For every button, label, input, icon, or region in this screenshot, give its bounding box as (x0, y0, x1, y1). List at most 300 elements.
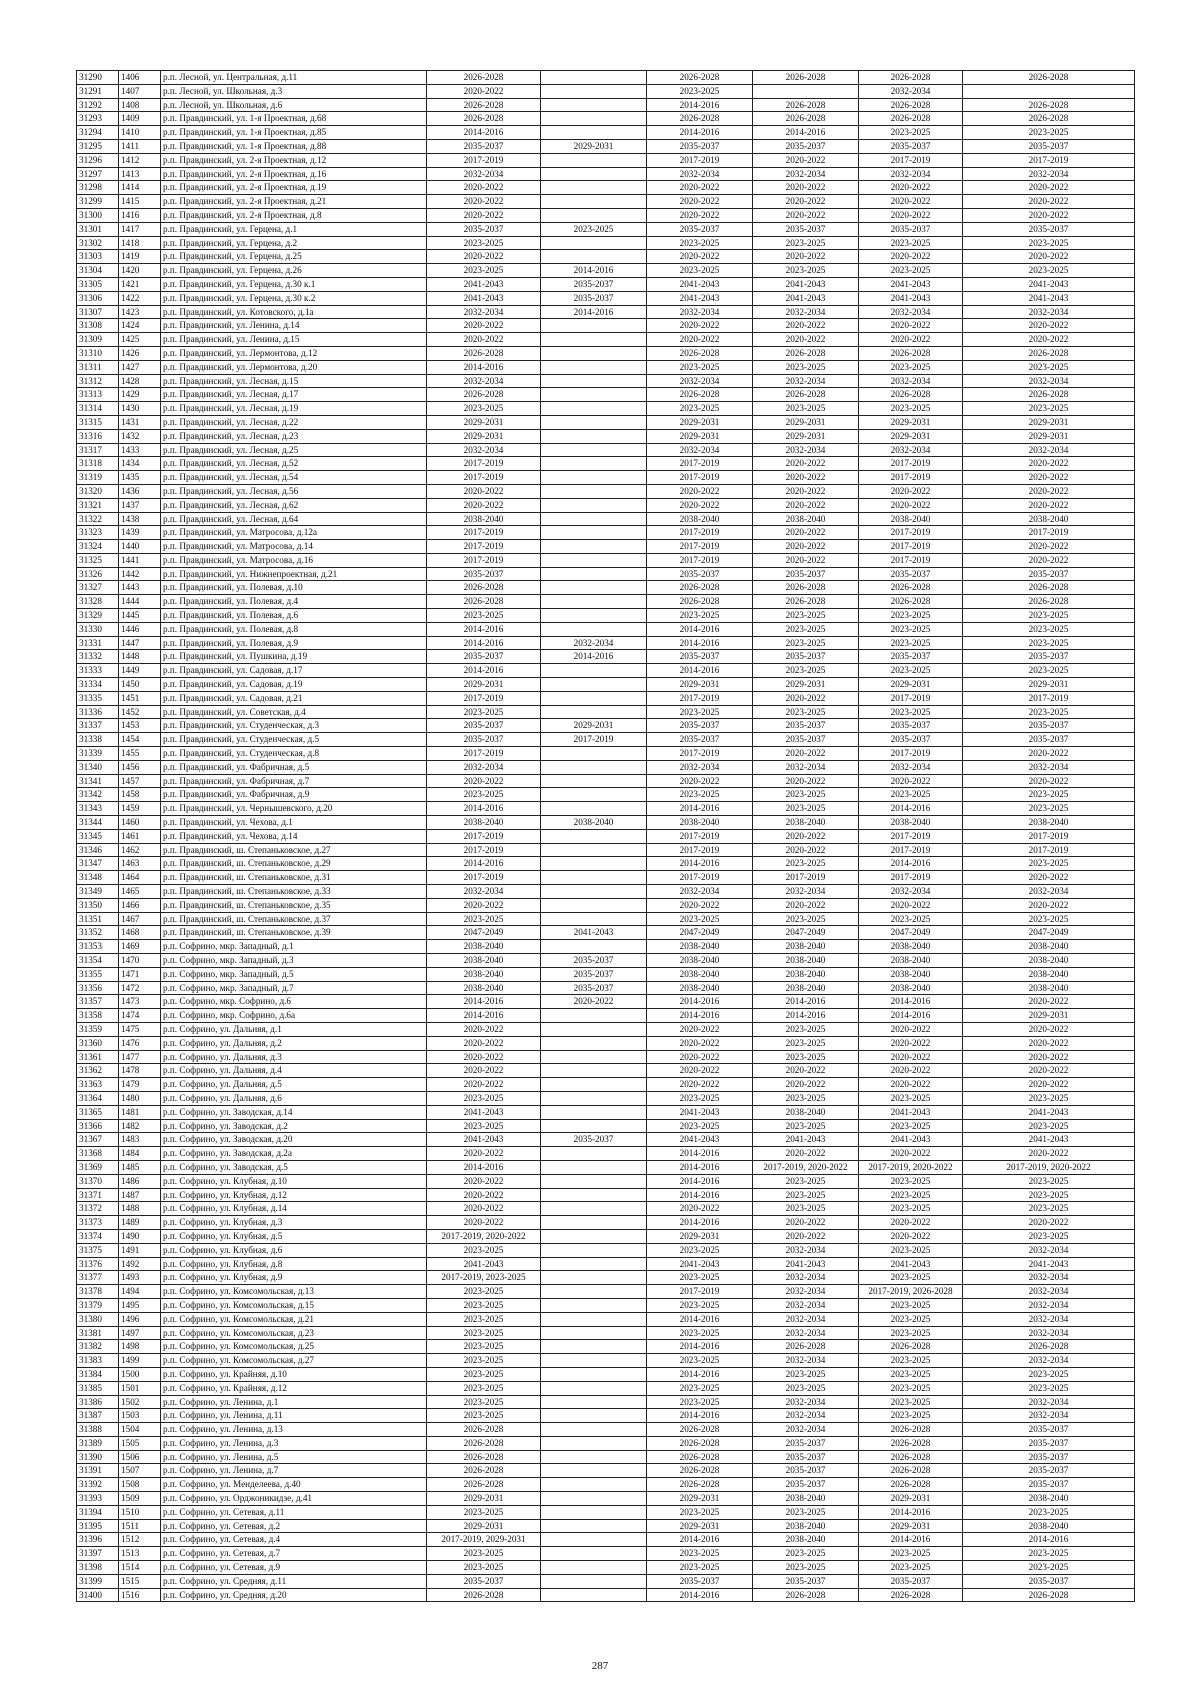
period-cell: 2032-2034 (427, 305, 541, 319)
period-cell (541, 885, 647, 899)
address-cell: р.п. Софрино, ул. Клубная, д.9 (161, 1271, 427, 1285)
table-row (77, 71, 1135, 85)
period-cell: 2026-2028 (753, 1340, 859, 1354)
period-cell: 2023-2025 (647, 1326, 753, 1340)
period-cell: 2026-2028 (859, 1588, 963, 1602)
item-number-cell: 1505 (119, 1436, 161, 1450)
item-number-cell: 1415 (119, 195, 161, 209)
row-number-cell: 31372 (77, 1202, 119, 1216)
table-row (77, 1271, 1135, 1285)
period-cell: 2038-2040 (753, 816, 859, 830)
period-cell: 2023-2025 (963, 402, 1135, 416)
row-number-cell: 31362 (77, 1064, 119, 1078)
row-number-cell: 31387 (77, 1409, 119, 1423)
period-cell: 2020-2022 (963, 319, 1135, 333)
period-cell: 2023-2025 (963, 1174, 1135, 1188)
period-cell (541, 664, 647, 678)
period-cell: 2029-2031 (753, 415, 859, 429)
item-number-cell: 1496 (119, 1312, 161, 1326)
period-cell: 2038-2040 (753, 512, 859, 526)
period-cell: 2026-2028 (859, 1464, 963, 1478)
period-cell (541, 1367, 647, 1381)
period-cell: 2020-2022 (963, 1036, 1135, 1050)
period-cell: 2020-2022 (963, 1078, 1135, 1092)
period-cell: 2032-2034 (753, 1285, 859, 1299)
table-row (77, 526, 1135, 540)
period-cell: 2020-2022 (859, 1147, 963, 1161)
period-cell: 2023-2025 (963, 236, 1135, 250)
period-cell: 2023-2025 (753, 1022, 859, 1036)
period-cell (541, 429, 647, 443)
table-row (77, 926, 1135, 940)
period-cell: 2038-2040 (753, 1519, 859, 1533)
row-number-cell: 31325 (77, 553, 119, 567)
period-cell: 2023-2025 (963, 1119, 1135, 1133)
table-row (77, 981, 1135, 995)
period-cell: 2023-2025 (859, 236, 963, 250)
address-cell: р.п. Правдинский, ул. Лесная, д.17 (161, 388, 427, 402)
address-cell: р.п. Правдинский, ул. Герцена, д.30 к.1 (161, 277, 427, 291)
period-cell (541, 195, 647, 209)
table-row (77, 733, 1135, 747)
table-row (77, 484, 1135, 498)
table-row (77, 1147, 1135, 1161)
table-row (77, 1340, 1135, 1354)
table-row (77, 374, 1135, 388)
period-cell: 2038-2040 (753, 967, 859, 981)
period-cell (541, 498, 647, 512)
table-row (77, 843, 1135, 857)
address-cell: р.п. Правдинский, ул. Герцена, д.25 (161, 250, 427, 264)
address-cell: р.п. Правдинский, ул. Нижнепроектная, д.21 (161, 567, 427, 581)
table-row (77, 553, 1135, 567)
period-cell: 2020-2022 (859, 333, 963, 347)
period-cell: 2029-2031 (963, 429, 1135, 443)
period-cell: 2041-2043 (963, 1257, 1135, 1271)
period-cell: 2047-2049 (963, 926, 1135, 940)
table-row (77, 816, 1135, 830)
row-number-cell: 31316 (77, 429, 119, 443)
period-cell: 2035-2037 (647, 733, 753, 747)
address-cell: р.п. Правдинский, ул. Лесная, д.25 (161, 443, 427, 457)
period-cell: 2020-2022 (859, 1022, 963, 1036)
period-cell: 2023-2025 (753, 402, 859, 416)
period-cell: 2032-2034 (963, 760, 1135, 774)
period-cell (541, 1409, 647, 1423)
address-cell: р.п. Правдинский, ул. Чернышевского, д.20 (161, 802, 427, 816)
period-cell: 2020-2022 (647, 319, 753, 333)
table-row (77, 1547, 1135, 1561)
period-cell: 2032-2034 (753, 1271, 859, 1285)
period-cell: 2032-2034 (753, 1326, 859, 1340)
period-cell: 2023-2025 (753, 802, 859, 816)
address-cell: р.п. Правдинский, ул. 1-я Проектная, д.68 (161, 112, 427, 126)
address-cell: р.п. Правдинский, ул. Лесная, д.64 (161, 512, 427, 526)
period-cell: 2038-2040 (753, 954, 859, 968)
address-cell: р.п. Софрино, ул. Ленина, д.5 (161, 1450, 427, 1464)
address-cell: р.п. Правдинский, ул. Пушкина, д.19 (161, 650, 427, 664)
period-cell: 2032-2034 (753, 760, 859, 774)
address-cell: р.п. Правдинский, ул. Лесная, д.56 (161, 484, 427, 498)
address-cell: р.п. Правдинский, ул. Лесная, д.23 (161, 429, 427, 443)
row-number-cell: 31385 (77, 1381, 119, 1395)
table-row (77, 912, 1135, 926)
table-row (77, 1436, 1135, 1450)
table-row (77, 1561, 1135, 1575)
address-cell: р.п. Софрино, ул. Орджоникидзе, д.41 (161, 1492, 427, 1506)
period-cell: 2020-2022 (859, 1229, 963, 1243)
table-row (77, 885, 1135, 899)
period-cell: 2014-2016 (859, 1533, 963, 1547)
row-number-cell: 31331 (77, 636, 119, 650)
period-cell (541, 1395, 647, 1409)
period-cell: 2023-2025 (647, 1354, 753, 1368)
period-cell: 2020-2022 (427, 195, 541, 209)
table-row (77, 967, 1135, 981)
period-cell: 2029-2031 (963, 1009, 1135, 1023)
period-cell: 2041-2043 (427, 1133, 541, 1147)
table-row (77, 1326, 1135, 1340)
address-cell: р.п. Правдинский, ул. Советская, д.4 (161, 705, 427, 719)
address-cell: р.п. Софрино, ул. Клубная, д.10 (161, 1174, 427, 1188)
item-number-cell: 1513 (119, 1547, 161, 1561)
period-cell: 2026-2028 (963, 71, 1135, 85)
period-cell: 2032-2034 (541, 636, 647, 650)
period-cell: 2020-2022 (963, 181, 1135, 195)
table-row (77, 457, 1135, 471)
period-cell: 2023-2025 (859, 1381, 963, 1395)
period-cell: 2029-2031 (859, 1519, 963, 1533)
address-cell: р.п. Правдинский, ул. 1-я Проектная, д.85 (161, 126, 427, 140)
period-cell: 2020-2022 (753, 1064, 859, 1078)
period-cell: 2032-2034 (963, 1312, 1135, 1326)
item-number-cell: 1459 (119, 802, 161, 816)
address-cell: р.п. Софрино, ул. Крайняя, д.10 (161, 1367, 427, 1381)
period-cell (541, 567, 647, 581)
table-row (77, 236, 1135, 250)
period-cell: 2035-2037 (753, 1574, 859, 1588)
address-cell: р.п. Софрино, ул. Средняя, д.20 (161, 1588, 427, 1602)
period-cell: 2032-2034 (963, 167, 1135, 181)
period-cell: 2014-2016 (647, 1367, 753, 1381)
period-cell: 2023-2025 (427, 1409, 541, 1423)
period-cell: 2026-2028 (647, 1478, 753, 1492)
period-cell: 2023-2025 (647, 1561, 753, 1575)
period-cell: 2026-2028 (647, 71, 753, 85)
table-row (77, 1105, 1135, 1119)
period-cell: 2014-2016 (647, 1188, 753, 1202)
address-cell: р.п. Правдинский, ш. Степаньковское, д.27 (161, 843, 427, 857)
period-cell: 2023-2025 (859, 1174, 963, 1188)
period-cell (541, 126, 647, 140)
period-cell: 2023-2025 (859, 1243, 963, 1257)
period-cell (541, 319, 647, 333)
row-number-cell: 31306 (77, 291, 119, 305)
period-cell: 2041-2043 (859, 1257, 963, 1271)
period-cell: 2041-2043 (753, 1133, 859, 1147)
period-cell: 2014-2016 (859, 802, 963, 816)
period-cell: 2035-2037 (753, 139, 859, 153)
table-row (77, 333, 1135, 347)
address-cell: р.п. Правдинский, ул. Полевая, д.8 (161, 622, 427, 636)
period-cell: 2035-2037 (647, 1574, 753, 1588)
period-cell: 2020-2022 (647, 208, 753, 222)
period-cell: 2014-2016 (647, 1147, 753, 1161)
period-cell (541, 443, 647, 457)
period-cell: 2032-2034 (859, 760, 963, 774)
period-cell: 2020-2022 (859, 484, 963, 498)
period-cell: 2020-2022 (427, 181, 541, 195)
table-row (77, 264, 1135, 278)
item-number-cell: 1434 (119, 457, 161, 471)
period-cell (541, 1381, 647, 1395)
period-cell: 2023-2025 (427, 912, 541, 926)
period-cell: 2020-2022 (753, 498, 859, 512)
item-number-cell: 1453 (119, 719, 161, 733)
row-number-cell: 31322 (77, 512, 119, 526)
table-row (77, 829, 1135, 843)
period-cell: 2023-2025 (753, 1367, 859, 1381)
period-cell (541, 1326, 647, 1340)
period-cell: 2020-2022 (647, 333, 753, 347)
table-row (77, 1133, 1135, 1147)
period-cell (541, 1547, 647, 1561)
address-cell: р.п. Софрино, ул. Комсомольская, д.15 (161, 1298, 427, 1312)
period-cell (541, 1216, 647, 1230)
item-number-cell: 1494 (119, 1285, 161, 1299)
row-number-cell: 31377 (77, 1271, 119, 1285)
address-cell: р.п. Софрино, ул. Дальняя, д.4 (161, 1064, 427, 1078)
row-number-cell: 31312 (77, 374, 119, 388)
table-row (77, 1298, 1135, 1312)
period-cell: 2032-2034 (963, 1285, 1135, 1299)
period-cell: 2023-2025 (963, 705, 1135, 719)
item-number-cell: 1501 (119, 1381, 161, 1395)
address-cell: р.п. Софрино, ул. Сетевая, д.2 (161, 1519, 427, 1533)
period-cell: 2035-2037 (859, 1574, 963, 1588)
period-cell (541, 1464, 647, 1478)
table-row (77, 1450, 1135, 1464)
period-cell: 2038-2040 (963, 967, 1135, 981)
address-cell: р.п. Софрино, ул. Сетевая, д.9 (161, 1561, 427, 1575)
row-number-cell: 31347 (77, 857, 119, 871)
period-cell: 2017-2019 (427, 526, 541, 540)
period-cell: 2026-2028 (753, 112, 859, 126)
period-cell: 2032-2034 (753, 374, 859, 388)
row-number-cell: 31332 (77, 650, 119, 664)
period-cell: 2026-2028 (963, 595, 1135, 609)
item-number-cell: 1507 (119, 1464, 161, 1478)
address-cell: р.п. Правдинский, ул. Полевая, д.10 (161, 581, 427, 595)
row-number-cell: 31355 (77, 967, 119, 981)
period-cell: 2023-2025 (753, 788, 859, 802)
period-cell: 2017-2019 (963, 829, 1135, 843)
item-number-cell: 1511 (119, 1519, 161, 1533)
item-number-cell: 1457 (119, 774, 161, 788)
period-cell: 2032-2034 (859, 374, 963, 388)
table-row (77, 1202, 1135, 1216)
item-number-cell: 1499 (119, 1354, 161, 1368)
period-cell: 2035-2037 (753, 650, 859, 664)
period-cell: 2029-2031 (647, 1519, 753, 1533)
period-cell: 2032-2034 (427, 167, 541, 181)
period-cell: 2020-2022 (753, 1229, 859, 1243)
item-number-cell: 1466 (119, 898, 161, 912)
period-cell: 2026-2028 (427, 346, 541, 360)
period-cell: 2023-2025 (963, 622, 1135, 636)
table-row (77, 609, 1135, 623)
table-row (77, 1381, 1135, 1395)
table-row (77, 84, 1135, 98)
period-cell: 2041-2043 (647, 1105, 753, 1119)
row-number-cell: 31357 (77, 995, 119, 1009)
period-cell: 2023-2025 (427, 1326, 541, 1340)
period-cell: 2020-2022 (427, 1202, 541, 1216)
period-cell: 2020-2022 (427, 484, 541, 498)
item-number-cell: 1410 (119, 126, 161, 140)
period-cell: 2017-2019, 2020-2022 (427, 1229, 541, 1243)
period-cell: 2026-2028 (859, 388, 963, 402)
item-number-cell: 1465 (119, 885, 161, 899)
table-row (77, 1367, 1135, 1381)
period-cell (541, 1436, 647, 1450)
period-cell: 2020-2022 (963, 540, 1135, 554)
period-cell: 2032-2034 (859, 305, 963, 319)
period-cell: 2020-2022 (753, 540, 859, 554)
item-number-cell: 1493 (119, 1271, 161, 1285)
period-cell: 2023-2025 (427, 1340, 541, 1354)
period-cell: 2020-2022 (753, 333, 859, 347)
period-cell: 2023-2025 (963, 1547, 1135, 1561)
address-cell: р.п. Правдинский, ул. 2-я Проектная, д.16 (161, 167, 427, 181)
address-cell: р.п. Правдинский, ул. Фабричная, д.5 (161, 760, 427, 774)
period-cell: 2017-2019, 2029-2031 (427, 1533, 541, 1547)
period-cell: 2023-2025 (753, 1119, 859, 1133)
address-cell: р.п. Правдинский, ул. Матросова, д.16 (161, 553, 427, 567)
address-cell: р.п. Софрино, ул. Клубная, д.8 (161, 1257, 427, 1271)
period-cell: 2020-2022 (647, 1078, 753, 1092)
period-cell: 2023-2025 (859, 1395, 963, 1409)
period-cell: 2020-2022 (647, 1064, 753, 1078)
row-number-cell: 31364 (77, 1091, 119, 1105)
period-cell: 2020-2022 (427, 1147, 541, 1161)
address-cell: р.п. Правдинский, ул. Матросова, д.14 (161, 540, 427, 554)
table-row (77, 622, 1135, 636)
period-cell: 2023-2025 (859, 1091, 963, 1105)
period-cell: 2020-2022 (963, 995, 1135, 1009)
table-row (77, 1229, 1135, 1243)
table-row (77, 1395, 1135, 1409)
row-number-cell: 31294 (77, 126, 119, 140)
period-cell: 2026-2028 (859, 1478, 963, 1492)
period-cell: 2017-2019 (647, 691, 753, 705)
item-number-cell: 1482 (119, 1119, 161, 1133)
period-cell: 2017-2019 (427, 540, 541, 554)
address-cell: р.п. Софрино, ул. Комсомольская, д.21 (161, 1312, 427, 1326)
period-cell: 2017-2019 (647, 471, 753, 485)
period-cell: 2038-2040 (963, 940, 1135, 954)
period-cell: 2020-2022 (963, 1147, 1135, 1161)
table-row (77, 664, 1135, 678)
period-cell: 2026-2028 (427, 388, 541, 402)
period-cell: 2035-2037 (647, 222, 753, 236)
row-number-cell: 31386 (77, 1395, 119, 1409)
row-number-cell: 31341 (77, 774, 119, 788)
period-cell (541, 581, 647, 595)
period-cell: 2032-2034 (647, 443, 753, 457)
period-cell: 2020-2022 (963, 195, 1135, 209)
period-cell: 2023-2025 (859, 1326, 963, 1340)
table-row (77, 1354, 1135, 1368)
period-cell (541, 553, 647, 567)
period-cell: 2020-2022 (859, 774, 963, 788)
period-cell: 2023-2025 (753, 1547, 859, 1561)
table-row (77, 1478, 1135, 1492)
row-number-cell: 31327 (77, 581, 119, 595)
period-cell: 2032-2034 (859, 443, 963, 457)
item-number-cell: 1428 (119, 374, 161, 388)
period-cell: 2035-2037 (859, 567, 963, 581)
address-cell: р.п. Правдинский, ул. Лесная, д.54 (161, 471, 427, 485)
row-number-cell: 31333 (77, 664, 119, 678)
period-cell: 2035-2037 (427, 733, 541, 747)
table-row (77, 705, 1135, 719)
address-cell: р.п. Правдинский, ул. Ленина, д.15 (161, 333, 427, 347)
item-number-cell: 1409 (119, 112, 161, 126)
period-cell: 2026-2028 (859, 71, 963, 85)
period-cell: 2047-2049 (859, 926, 963, 940)
period-cell: 2020-2022 (963, 1216, 1135, 1230)
period-cell (541, 374, 647, 388)
table-row (77, 760, 1135, 774)
address-cell: р.п. Лесной, ул. Центральная, д.11 (161, 71, 427, 85)
period-cell: 2023-2025 (859, 1202, 963, 1216)
period-cell: 2032-2034 (753, 1243, 859, 1257)
period-cell: 2023-2025 (753, 1174, 859, 1188)
row-number-cell: 31342 (77, 788, 119, 802)
period-cell: 2017-2019 (427, 153, 541, 167)
row-number-cell: 31324 (77, 540, 119, 554)
period-cell: 2026-2028 (647, 346, 753, 360)
address-cell: р.п. Софрино, ул. Комсомольская, д.13 (161, 1285, 427, 1299)
table-row (77, 595, 1135, 609)
address-cell: р.п. Правдинский, ш. Степаньковское, д.35 (161, 898, 427, 912)
period-cell: 2029-2031 (647, 415, 753, 429)
row-number-cell: 31375 (77, 1243, 119, 1257)
period-cell: 2023-2025 (859, 1547, 963, 1561)
row-number-cell: 31310 (77, 346, 119, 360)
period-cell: 2023-2025 (753, 912, 859, 926)
period-cell (541, 84, 647, 98)
period-cell: 2014-2016 (647, 1216, 753, 1230)
period-cell: 2029-2031 (963, 678, 1135, 692)
period-cell: 2023-2025 (963, 126, 1135, 140)
period-cell: 2023-2025 (859, 912, 963, 926)
address-cell: р.п. Софрино, ул. Дальняя, д.5 (161, 1078, 427, 1092)
item-number-cell: 1446 (119, 622, 161, 636)
table-row (77, 112, 1135, 126)
period-cell: 2017-2019 (647, 871, 753, 885)
period-cell: 2017-2019 (427, 457, 541, 471)
item-number-cell: 1436 (119, 484, 161, 498)
period-cell: 2026-2028 (859, 1340, 963, 1354)
table-row (77, 719, 1135, 733)
period-cell (541, 526, 647, 540)
period-cell (541, 1298, 647, 1312)
item-number-cell: 1509 (119, 1492, 161, 1506)
row-number-cell: 31329 (77, 609, 119, 623)
item-number-cell: 1443 (119, 581, 161, 595)
